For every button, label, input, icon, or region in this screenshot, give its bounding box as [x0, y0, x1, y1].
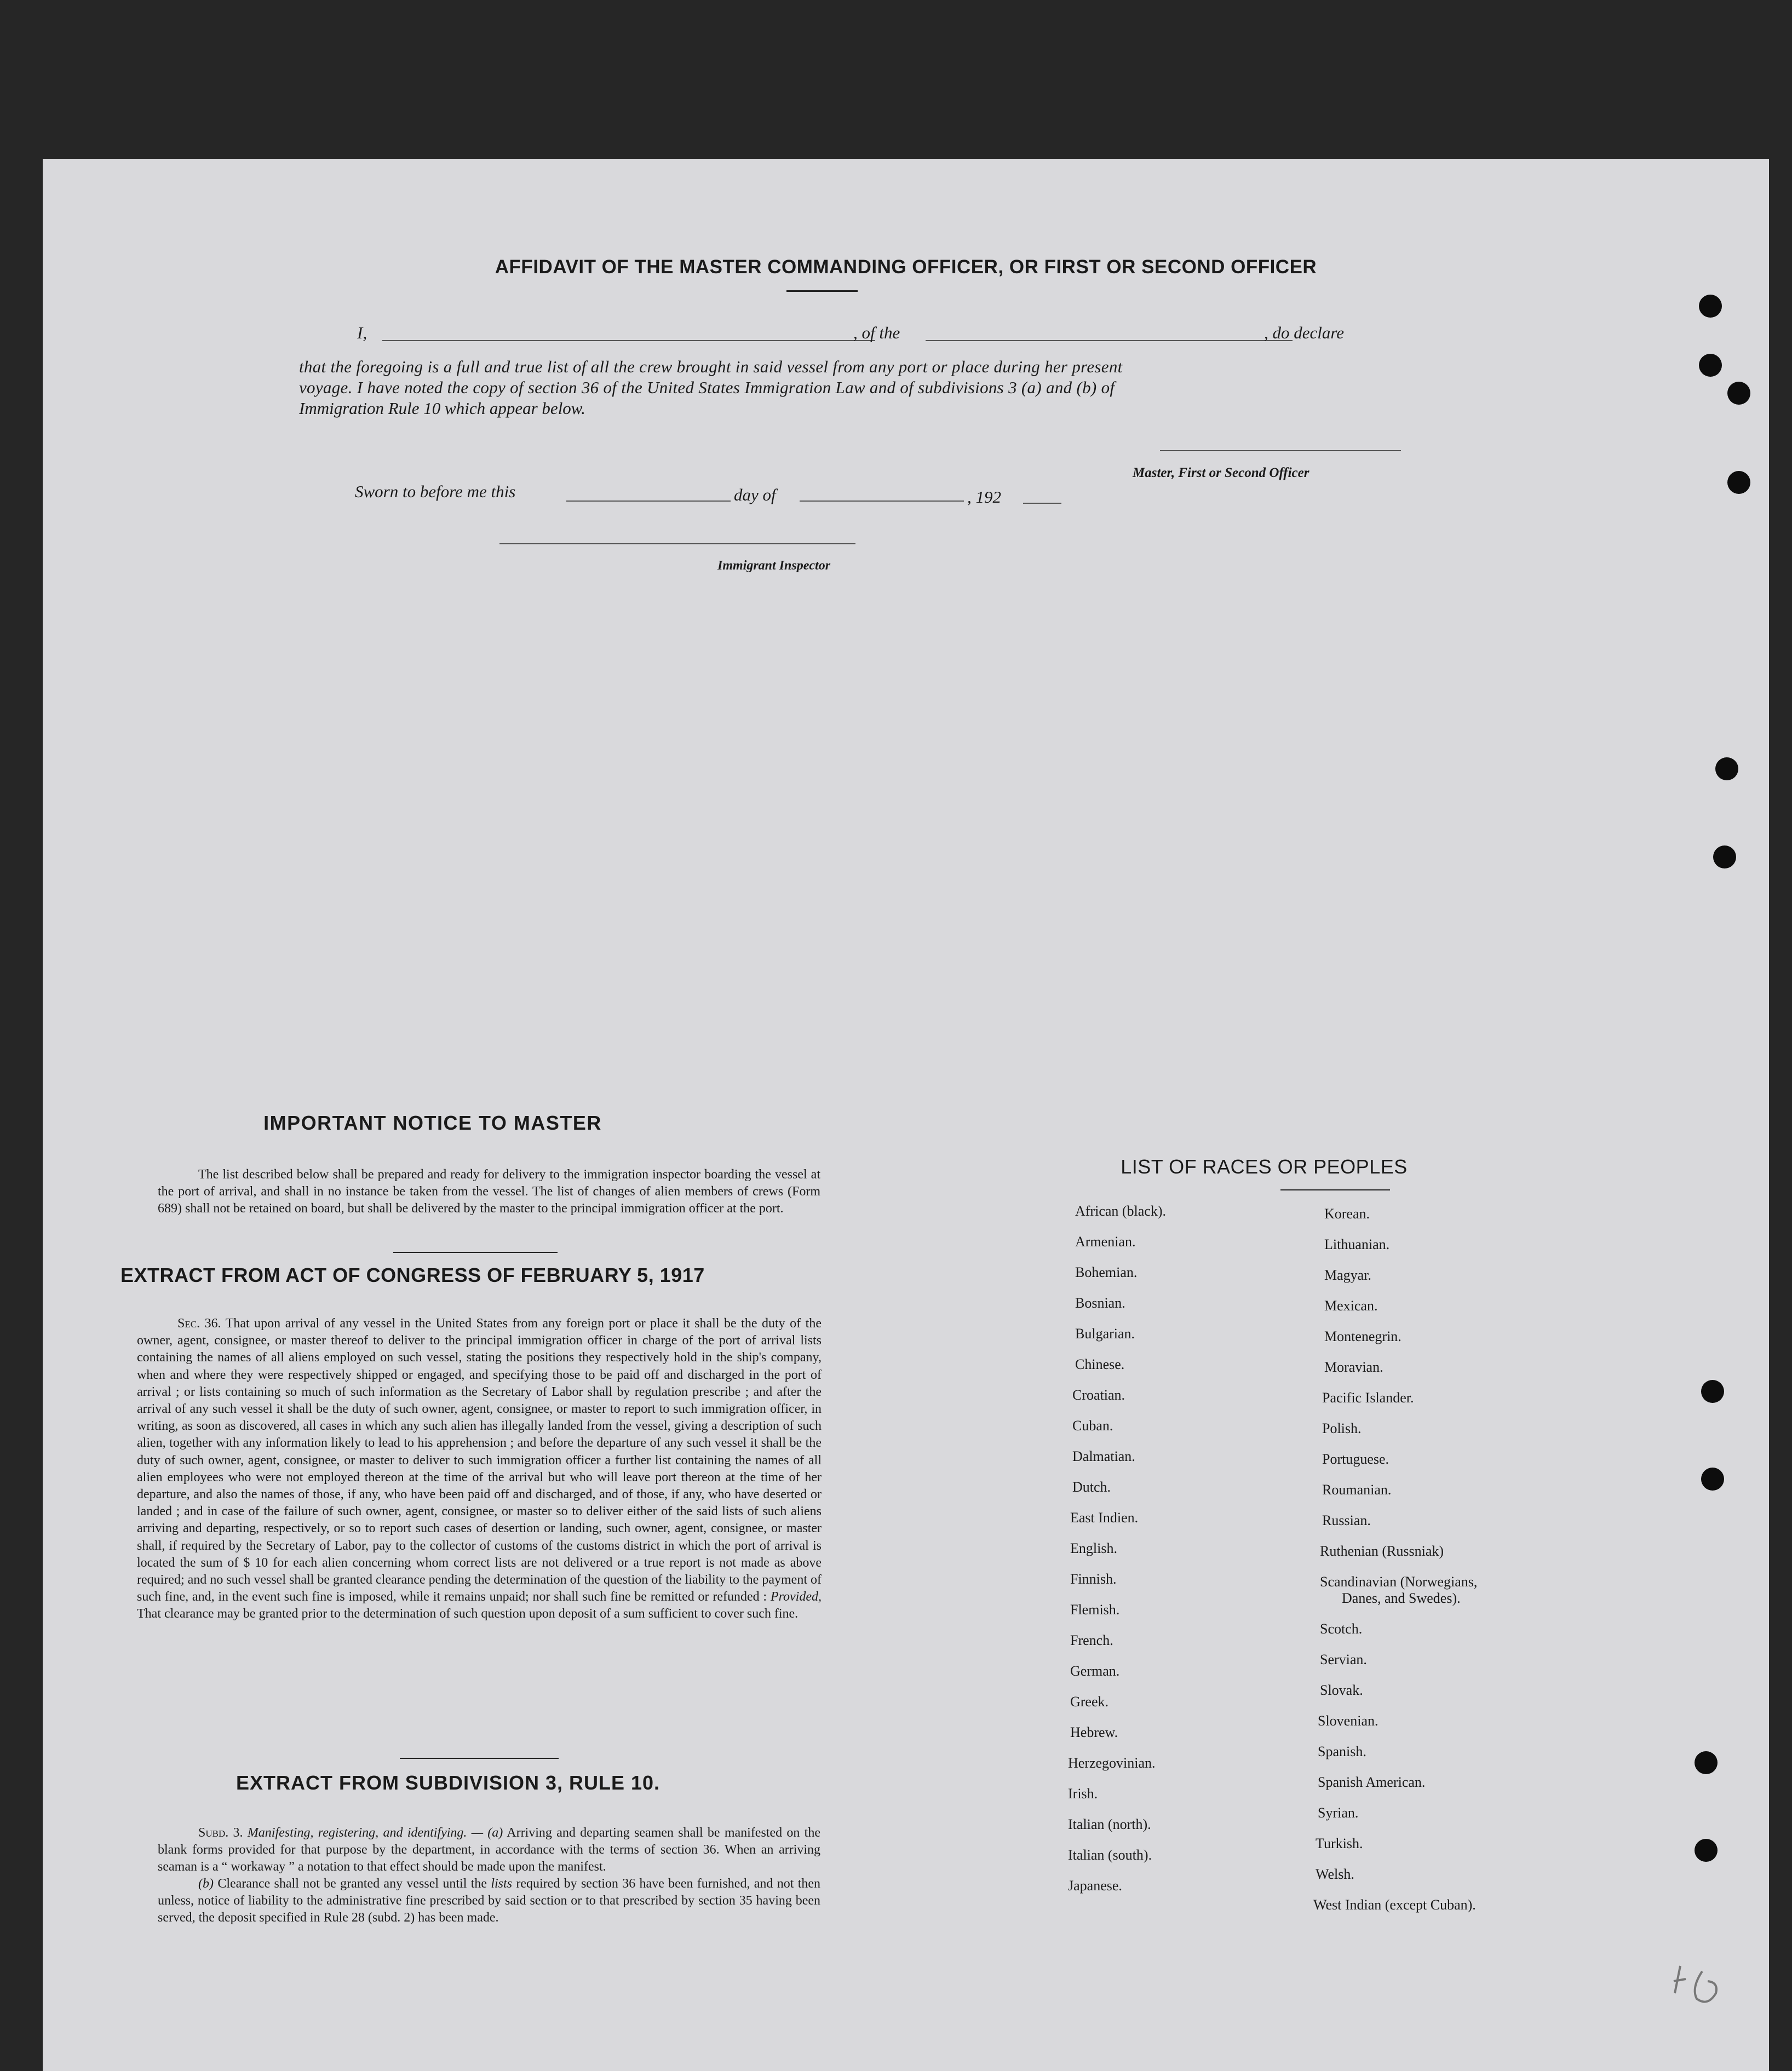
race-right-2: Lithuanian.	[1324, 1236, 1390, 1252]
race-right-19: Spanish American.	[1318, 1774, 1426, 1790]
notice-paragraph: The list described below shall be prepared and ready for delivery to the immigration inspector boarding the vessel at the port of arrival, and shall in no instance be taken from the vessel. The list of changes of alien members of crews (Form 689) shall not be retained on board, but shall be delivered by the master to the principal immigration officer at the port.	[158, 1167, 820, 1216]
race-right-13: Scandinavian (Norwegians,	[1320, 1574, 1478, 1590]
race-left-8: Cuban.	[1072, 1418, 1113, 1434]
part-b-lists: lists	[491, 1877, 513, 1891]
race-left-2: Armenian.	[1075, 1234, 1136, 1250]
punch-hole-icon	[1727, 471, 1750, 494]
race-right-18: Spanish.	[1318, 1744, 1366, 1759]
race-left-3: Bohemian.	[1075, 1264, 1138, 1280]
races-title: LIST OF RACES OR PEOPLES	[1121, 1155, 1408, 1178]
affidavit-line-4: Immigration Rule 10 which appear below.	[299, 399, 585, 418]
section-36-tail: That clearance may be granted prior to the determination of such question upon deposit of a sum sufficient to cover such fine.	[137, 1607, 799, 1621]
signature-label: Master, First or Second Officer	[1133, 465, 1309, 480]
punch-hole-icon	[1701, 1468, 1724, 1491]
race-left-17: Greek.	[1070, 1694, 1109, 1710]
part-b-label: (b)	[198, 1877, 214, 1891]
race-left-5: Bulgarian.	[1075, 1326, 1135, 1342]
race-left-23: Japanese.	[1068, 1878, 1122, 1894]
affidavit-of-the: , of the	[853, 323, 900, 342]
race-right-17: Slovenian.	[1318, 1713, 1379, 1729]
race-left-20: Irish.	[1068, 1786, 1098, 1802]
race-left-10: Dutch.	[1072, 1479, 1111, 1495]
race-right-6: Moravian.	[1324, 1359, 1383, 1375]
part-a-text: Arriving and departing seamen shall be manifested on the blank forms provided for that purpose by the department, in accordance with the terms of section 36. When an arriving seaman is a “ workaway ” a notation to that effect should be made upon the manifest.	[158, 1826, 821, 1874]
section-36-text: That upon arrival of any vessel in the United States from any foreign port or place it shall be the duty of the owner, agent, consignee, or master thereof to deliver to the principal immigration officer in charge of the port of arrival lists containing the names of all aliens employed on such vessel, stating the positions they respectively hold in the ship's company, when and where they were respectively shipped or engaged, and specifying those to be paid off and discharged in the port of arrival ; or lists containing so much of such information as the Secretary of Labor shall by regulation prescribe ; and after the arrival of any such vessel it shall be the duty of such owner, agent, consignee, or master to report to such immigration officer, in writing, as soon as discovered, all cases in which any such alien has illegally landed from the vessel, giving a description of such alien, together with any information likely to lead to his apprehension ; and before the departure of any such vessel it shall be the duty of such owner, agent, consignee, or master to deliver to such immigration officer a further list containing the names of all alien employees who were not employed thereon at the time of the arrival but who will leave port thereon at the time of her departure, and also the names of those, if any, who have been paid off and discharged, and of those, if any, who have deserted or landed ; and in case of the failure of such owner, agent, consignee, or master so to deliver either of the said lists of such aliens arriving and departing, respectively, or so to report such cases of desertion or landing, such owner, agent, consignee, or master shall, if required by the Secretary of Labor, pay to the collector of customs of the customs district in which the port of arrival is located the sum of $ 10 for each alien concerning whom correct lists are not delivered or a true report is not made as above required; and no such vessel shall be granted clearance pending the determination of the question of the liability to the payment of such fine, and, in the event such fine is imposed, while it remains unpaid; nor shall such fine be remitted or refunded :	[137, 1316, 822, 1604]
race-right-10: Roumanian.	[1322, 1482, 1392, 1498]
pencil-mark-icon	[1664, 1955, 1730, 2021]
race-right-21: Turkish.	[1316, 1836, 1363, 1851]
affidavit-line-3: voyage. I have noted the copy of section 36 of the United States Immigration Law and of subdivisions 3 (a) and (b) of	[299, 378, 1115, 397]
affidavit-do-declare: , do declare	[1264, 323, 1345, 342]
day-of-text: day of	[734, 485, 776, 504]
race-left-18: Hebrew.	[1070, 1724, 1118, 1740]
punch-hole-icon	[1701, 1380, 1724, 1403]
punch-hole-icon	[1695, 1751, 1718, 1774]
form-sheet	[43, 159, 1769, 2071]
officer-signature-line[interactable]	[1160, 450, 1401, 451]
race-right-22: Welsh.	[1316, 1866, 1354, 1882]
race-right-7: Pacific Islander.	[1322, 1390, 1414, 1406]
rule-extract-body	[158, 1825, 820, 1926]
race-left-13: Finnish.	[1070, 1571, 1117, 1587]
part-a-label: — (a)	[471, 1826, 503, 1840]
sworn-month-line[interactable]	[800, 501, 964, 502]
race-right-11: Russian.	[1322, 1512, 1371, 1528]
inspector-label: Immigrant Inspector	[717, 559, 831, 573]
race-right-12: Ruthenian (Russniak)	[1320, 1543, 1444, 1559]
race-left-6: Chinese.	[1075, 1356, 1125, 1372]
notice-title: IMPORTANT NOTICE TO MASTER	[263, 1112, 602, 1134]
punch-hole-icon	[1695, 1839, 1718, 1862]
punch-hole-icon	[1699, 295, 1722, 318]
declarant-name-line[interactable]	[382, 340, 875, 341]
affidavit-i: I,	[357, 323, 367, 342]
punch-hole-icon	[1727, 382, 1750, 405]
race-right-23: West Indian (except Cuban).	[1313, 1897, 1476, 1913]
title-underline	[786, 290, 858, 292]
race-left-7: Croatian.	[1072, 1387, 1125, 1403]
race-left-4: Bosnian.	[1075, 1295, 1125, 1311]
race-right-8: Polish.	[1322, 1420, 1362, 1436]
sworn-text: Sworn to before me this	[355, 482, 516, 501]
race-right-5: Montenegrin.	[1324, 1328, 1402, 1344]
affidavit-line-2: that the foregoing is a full and true list of all the crew brought in said vessel from any port or place during her present	[299, 357, 1123, 376]
race-left-21: Italian (north).	[1068, 1816, 1151, 1832]
year-text: , 192	[967, 487, 1001, 507]
vessel-name-line[interactable]	[926, 340, 1293, 341]
part-b-text-2: required by section 36 have been furnished, and not then unless, notice of liability to the administrative fine prescribed by said section or to that prescribed by section 35 having been served, the deposit specified in Rule 28 (subd. 2) has been made.	[158, 1877, 821, 1925]
act-extract-body	[137, 1315, 822, 1623]
races-divider	[1280, 1189, 1390, 1190]
race-left-15: French.	[1070, 1632, 1113, 1648]
race-left-14: Flemish.	[1070, 1602, 1120, 1618]
section-label: Sec. 36.	[177, 1316, 221, 1331]
rule-extract-title: EXTRACT FROM SUBDIVISION 3, RULE 10.	[236, 1771, 660, 1794]
part-b-text-1: Clearance shall not be granted any vessel until the	[217, 1877, 487, 1891]
race-right-15: Servian.	[1320, 1652, 1367, 1667]
race-right-13-cont: Danes, and Swedes).	[1342, 1590, 1461, 1606]
inspector-signature-line[interactable]	[499, 543, 855, 544]
race-right-16: Slovak.	[1320, 1682, 1363, 1698]
race-right-20: Syrian.	[1318, 1805, 1359, 1821]
punch-hole-icon	[1699, 354, 1722, 377]
sworn-day-line[interactable]	[566, 501, 731, 502]
sworn-year-line[interactable]	[1023, 503, 1061, 504]
provided-word: Provided,	[770, 1590, 822, 1604]
race-right-14: Scotch.	[1320, 1621, 1363, 1637]
race-left-11: East Indien.	[1070, 1510, 1139, 1526]
race-left-16: German.	[1070, 1663, 1120, 1679]
race-left-19: Herzegovinian.	[1068, 1755, 1156, 1771]
notice-body	[158, 1166, 820, 1217]
race-right-1: Korean.	[1324, 1206, 1370, 1222]
subdivision-label: Subd. 3.	[198, 1826, 243, 1840]
race-right-4: Mexican.	[1324, 1298, 1378, 1314]
race-left-9: Dalmatian.	[1072, 1448, 1135, 1464]
punch-hole-icon	[1715, 757, 1738, 780]
punch-hole-icon	[1713, 845, 1736, 868]
race-left-12: English.	[1070, 1540, 1117, 1556]
act-extract-title: EXTRACT FROM ACT OF CONGRESS OF FEBRUARY 5, 1917	[120, 1264, 705, 1286]
notice-divider	[393, 1252, 558, 1253]
race-left-1: African (black).	[1075, 1203, 1167, 1219]
race-left-22: Italian (south).	[1068, 1847, 1152, 1863]
race-right-3: Magyar.	[1324, 1267, 1371, 1283]
act-divider	[400, 1758, 559, 1759]
affidavit-title: AFFIDAVIT OF THE MASTER COMMANDING OFFICER, OR FIRST OR SECOND OFFICER	[495, 256, 1317, 278]
race-right-9: Portuguese.	[1322, 1451, 1389, 1467]
subdivision-heading: Manifesting, registering, and identifying.	[247, 1826, 467, 1840]
